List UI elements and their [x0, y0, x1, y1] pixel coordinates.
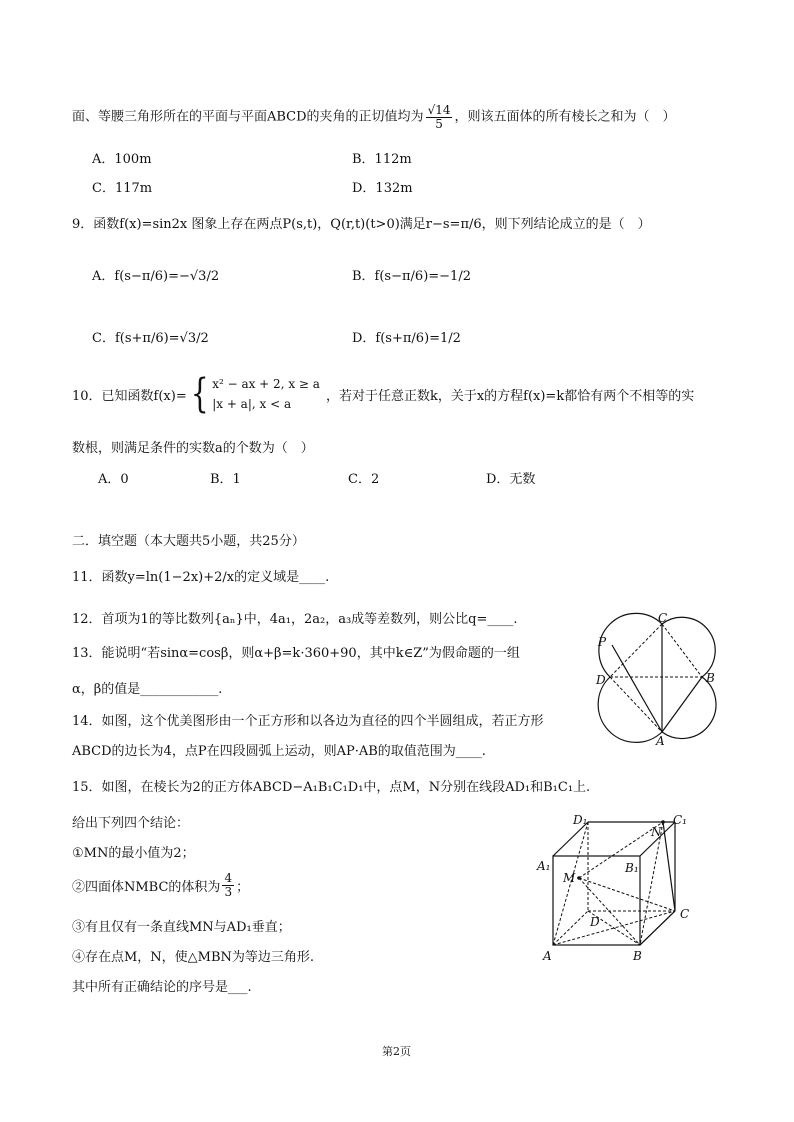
q15-c2-num: 4	[224, 871, 233, 885]
q13-line2: α，β的值是____________.	[72, 682, 223, 697]
q8-option-c: C．117m	[92, 181, 153, 196]
q9-option-a: A．f(s−π/6)=−√3/2	[92, 269, 220, 284]
point-m	[577, 876, 581, 880]
q10-stem	[72, 372, 694, 416]
q8-stem-text: 面、等腰三角形所在的平面与平面ABCD的夹角的正切值均为	[72, 109, 424, 125]
arc-cb	[662, 617, 715, 677]
label-m: M	[563, 871, 576, 885]
q11: 11．函数y=ln(1−2x)+2/x的定义域是____.	[72, 570, 330, 585]
q15-conclusion-3: ③有且仅有一条直线MN与AD₁垂直；	[72, 920, 291, 935]
q12: 12．首项为1的等比数列{aₙ}中，4a₁，2a₂，a₃成等差数列，则公比q=____.	[72, 612, 518, 627]
q8-frac-den: 5	[435, 116, 443, 131]
label-b1: B₁	[625, 861, 639, 875]
q14-line1: 14．如图，这个优美图形由一个正方形和以各边为直径的四个半圆组成，若正方形	[72, 714, 544, 729]
label-d: D	[590, 915, 600, 929]
q15-c2-tail: ；	[236, 879, 250, 895]
q10-piece-1: x² − ax + 2, x ≥ a	[212, 377, 320, 391]
q10-stem-a: 10．已知函数f(x)=	[72, 388, 187, 404]
q10-option-c: C．2	[348, 472, 380, 487]
q8-frac-num: √14	[427, 103, 451, 117]
q9-stem: 9．函数f(x)=sin2x 图象上存在两点P(s,t)，Q(r,t)(t>0)满足r−s=π/6，则下列结论成立的是（ ）	[72, 217, 651, 232]
q10-stem-b: ，若对于任意正数k，关于x的方程f(x)=k都恰有两个不相等的实	[325, 388, 695, 404]
label-d: D	[596, 673, 606, 687]
q8-option-d: D．132m	[352, 181, 413, 196]
label-n: N	[651, 825, 662, 839]
q15-line2: 给出下列四个结论：	[72, 816, 190, 831]
q9-option-b: B．f(s−π/6)=−1/2	[352, 269, 471, 284]
q10-option-a: A．0	[98, 472, 129, 487]
arc-ba	[662, 677, 716, 739]
label-b: B	[633, 949, 642, 963]
label-b: B	[706, 671, 715, 685]
q14-line2: ABCD的边长为4，点P在四段圆弧上运动，则AP·AB的取值范围为____.	[72, 744, 486, 759]
q15-c2-den: 3	[224, 884, 233, 899]
q15-conclusion-2	[72, 872, 249, 898]
q10-brace: {	[190, 371, 209, 417]
label-a1: A₁	[537, 859, 551, 873]
q15-line-final: 其中所有正确结论的序号是___.	[72, 980, 252, 995]
arc-da	[598, 677, 662, 742]
q15-c2-text: ②四面体NMBC的体积为	[72, 879, 221, 895]
q9-option-d: D．f(s+π/6)=1/2	[352, 331, 461, 346]
q15-line1: 15．如图，在棱长为2的正方体ABCD−A₁B₁C₁D₁中，点M，N分别在线段AD₁和B₁C₁上.	[72, 780, 591, 795]
label-p: P	[598, 635, 607, 649]
q15-conclusion-1: ①MN的最小值为2；	[72, 846, 195, 861]
q15-c2-fraction	[222, 872, 234, 898]
label-a: A	[543, 949, 552, 963]
q10-piecewise	[212, 374, 320, 414]
q9-option-c: C．f(s+π/6)=√3/2	[92, 331, 209, 346]
q8-stem	[72, 104, 676, 130]
label-c: C	[680, 907, 690, 921]
label-c: C	[658, 612, 668, 625]
q13-line1: 13．能说明“若sinα=cosβ，则α+β=k·360+90，其中k∈Z”为假命题的一组	[72, 646, 520, 661]
q14-figure	[590, 612, 720, 747]
label-d1: D₁	[573, 813, 588, 827]
side-ab	[662, 677, 702, 732]
q10-option-d: D．无数	[486, 472, 536, 487]
q8-option-b: B．112m	[352, 152, 412, 167]
section-2-heading: 二．填空题（本大题共5小题，共25分）	[72, 534, 305, 549]
q8-tail: ，则该五面体的所有棱长之和为（ ）	[454, 109, 676, 125]
segment-pa	[612, 645, 662, 732]
arc-cd	[599, 613, 662, 677]
point-n	[661, 820, 665, 824]
q10-stem-c: 数根，则满足条件的实数a的个数为（ ）	[72, 441, 314, 456]
q8-option-a: A．100m	[92, 152, 152, 167]
q10-piece-2: |x + a|, x < a	[212, 397, 292, 411]
q15-cube-figure	[535, 812, 700, 972]
label-a: A	[656, 734, 665, 747]
page-footer: 第2页	[382, 1045, 411, 1058]
q15-conclusion-4: ④存在点M，N，使△MBN为等边三角形.	[72, 950, 315, 965]
segment-nc	[663, 822, 675, 911]
q8-fraction	[426, 104, 453, 130]
label-c1: C₁	[673, 813, 687, 827]
q10-option-b: B．1	[210, 472, 241, 487]
